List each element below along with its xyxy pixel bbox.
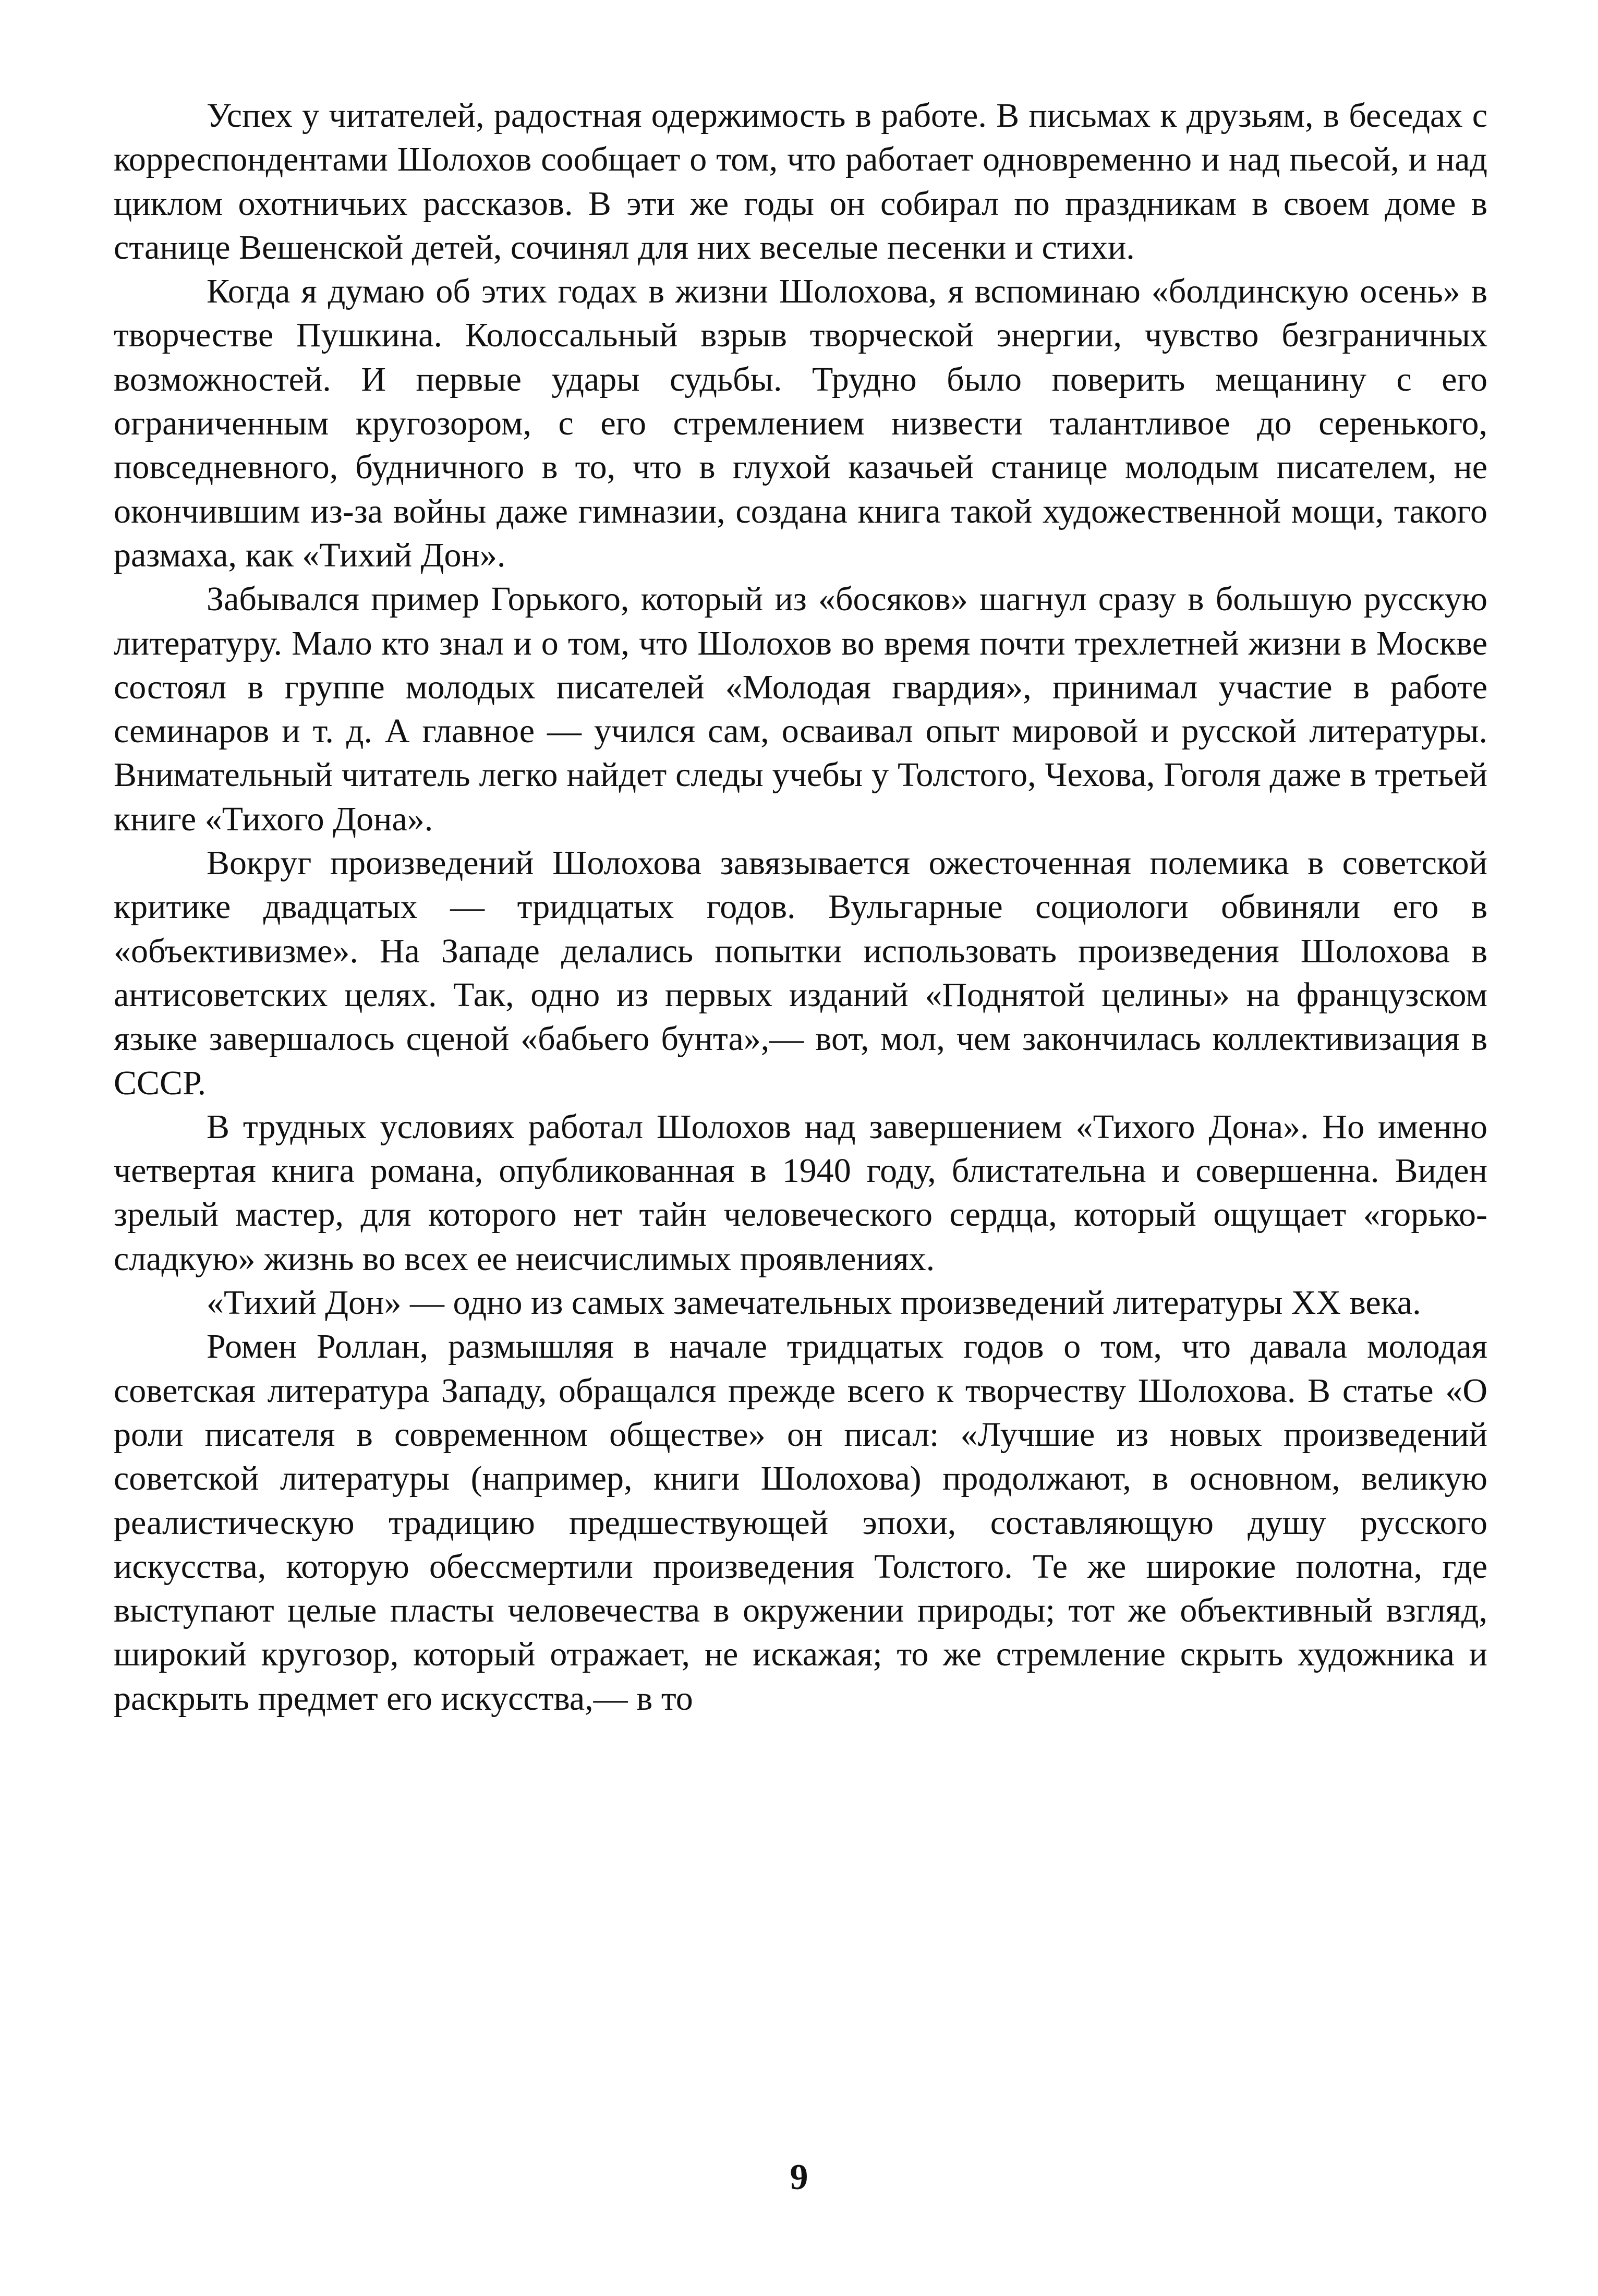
page-number: 9 (790, 2157, 808, 2197)
paragraph-2: Когда я думаю об этих годах в жизни Шолохова, я вспоминаю «болдинскую осень» в творчестве Пушкина. Колоссальный взрыв творческой энергии, чувство безграничных возможностей. И первые удары судьбы. Трудно было поверить мещанину с его ограниченным кругозором, с его стремлением низвести талантливое до серенького, повседневного, будничного в то, что в глухой казачьей станице молодым писателем, не окончившим из-за войны даже гимназии, создана книга такой художественной мощи, такого размаха, как «Тихий Дон». (114, 272, 1487, 574)
paragraph-6: «Тихий Дон» — одно из самых замечательных произведений литературы XX века. (207, 1284, 1421, 1322)
paragraph-4: Вокруг произведений Шолохова завязывается ожесточенная полемика в советской критике двадцатых — тридцатых годов. Вульгарные социологи обвиняли его в «объективизме». На Западе делались попытки использовать произведения Шолохова в антисоветских целях. Так, одно из первых изданий «Поднятой целины» на французском языке завершалось сценой «бабьего бунта»,— вот, мол, чем закончилась коллективизация в СССР. (114, 844, 1487, 1102)
paragraph-7: Ромен Роллан, размышляя в начале тридцатых годов о том, что давала молодая советская литература Западу, обращался прежде всего к творчеству Шолохова. В статье «О роли писателя в современном обществе» он писал: «Лучшие из новых произведений советской литературы (например, книги Шолохова) продолжают, в основном, великую реалистическую традицию предшествующей эпохи, составляющую душу русского искусства, которую обессмертили произведения Толстого. Те же широкие полотна, где выступают целые пласты человечества в окружении природы; тот же объективный взгляд, широкий кругозор, который отражает, не искажая; то же стремление скрыть художника и раскрыть предмет его искусства,— в то (114, 1327, 1487, 1718)
paragraph-5: В трудных условиях работал Шолохов над завершением «Тихого Дона». Но именно четвертая книга романа, опубликованная в 1940 году, блистательна и совершенна. Виден зрелый мастер, для которого нет тайн человеческого сердца, который ощущает «горько-сладкую» жизнь во всех ее неисчислимых проявлениях. (114, 1107, 1487, 1278)
paragraph-3: Забывался пример Горького, который из «босяков» шагнул сразу в большую русскую литературу. Мало кто знал и о том, что Шолохов во время почти трехлетней жизни в Москве состоял в группе молодых писателей «Молодая гвардия», принимал участие в работе семинаров и т. д. А главное — учился сам, осваивал опыт мировой и русской литературы. Внимательный читатель легко найдет следы учебы у Толстого, Чехова, Гоголя даже в третьей книге «Тихого Дона». (114, 580, 1487, 838)
paragraph-1: Успех у читателей, радостная одержимость в работе. В письмах к друзьям, в беседах с корреспондентами Шолохов сообщает о том, что работает одновременно и над пьесой, и над циклом охотничьих рассказов. В эти же годы он собирал по праздникам в своем доме в станице Вешенской детей, сочинял для них веселые песенки и стихи. (114, 96, 1487, 267)
page-body (114, 94, 1487, 1721)
